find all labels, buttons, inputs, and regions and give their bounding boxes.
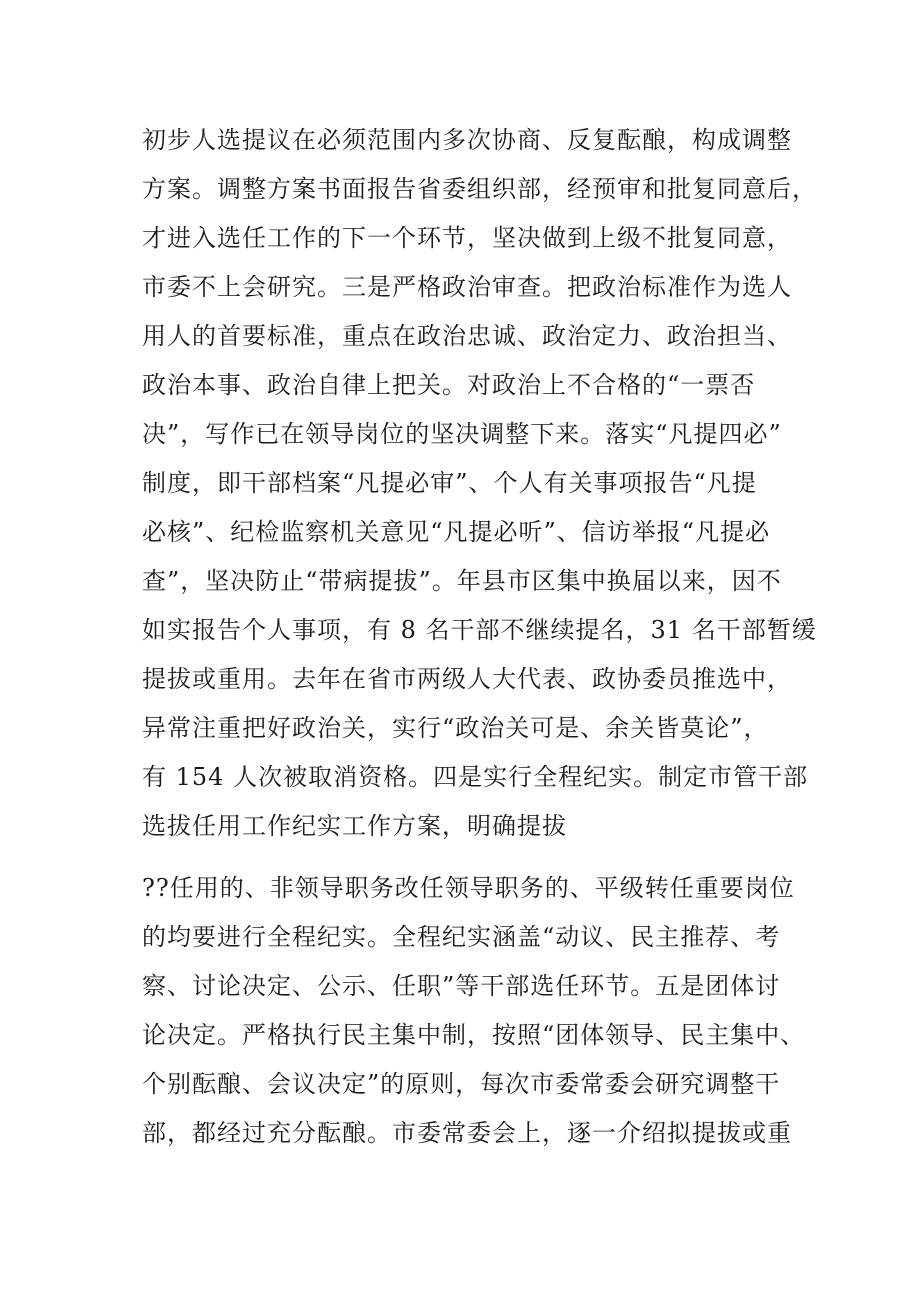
- text-line: 必核”、纪检监察机关意见“凡提必听”、信访举报“凡提必: [142, 518, 771, 546]
- text-line: 市委不上会研究。三是严格政治审查。把政治标准作为选人: [142, 273, 792, 301]
- text-line: 察、讨论决定、公示、任职”等干部选任环节。五是团体讨: [142, 972, 781, 1000]
- text-line: 有 154 人次被取消资格。四是实行全程纪实。制定市管干部: [142, 763, 809, 791]
- text-line: 论决定。严格执行民主集中制，按照“团体领导、民主集中、: [142, 1021, 806, 1049]
- text-line: 的均要进行全程纪实。全程纪实涵盖“动议、民主推荐、考: [142, 923, 781, 951]
- text-line: 政治本事、政治自律上把关。对政治上不合格的“一票否: [142, 371, 756, 399]
- text-line: 方案。调整方案书面报告省委组织部，经预审和批复同意后，: [142, 175, 817, 203]
- text-line: 提拔或重用。去年在省市两级人大代表、政协委员推选中，: [142, 665, 792, 693]
- text-line: 如实报告个人事项，有 8 名干部不继续提名，31 名干部暂缓: [142, 616, 817, 644]
- paragraph-1: [142, 116, 817, 851]
- text-line: ??任用的、非领导职务改任领导职务的、平级转任重要岗位: [142, 874, 795, 902]
- text-line: 决”，写作已在领导岗位的坚决调整下来。落实“凡提四必”: [142, 420, 782, 448]
- text-line: 制度，即干部档案“凡提必审”、个人有关事项报告“凡提: [142, 469, 757, 497]
- paragraph-2: [142, 864, 806, 1158]
- text-line: 异常注重把好政治关，实行“政治关可是、余关皆莫论”，: [142, 714, 769, 742]
- text-line: 才进入选任工作的下一个环节，坚决做到上级不批复同意，: [142, 224, 792, 252]
- text-line: 用人的首要标准，重点在政治忠诚、政治定力、政治担当、: [142, 322, 792, 350]
- text-line: 选拔任用工作纪实工作方案，明确提拔: [142, 812, 567, 840]
- text-line: 查”，坚决防止“带病提拔”。年县市区集中换届以来，因不: [142, 567, 782, 595]
- text-line: 部，都经过充分酝酿。市委常委会上，逐一介绍拟提拔或重: [142, 1119, 792, 1147]
- text-line: 个别酝酿、会议决定”的原则，每次市委常委会研究调整干: [142, 1070, 781, 1098]
- text-line: 初步人选提议在必须范围内多次协商、反复酝酿，构成调整: [142, 126, 792, 154]
